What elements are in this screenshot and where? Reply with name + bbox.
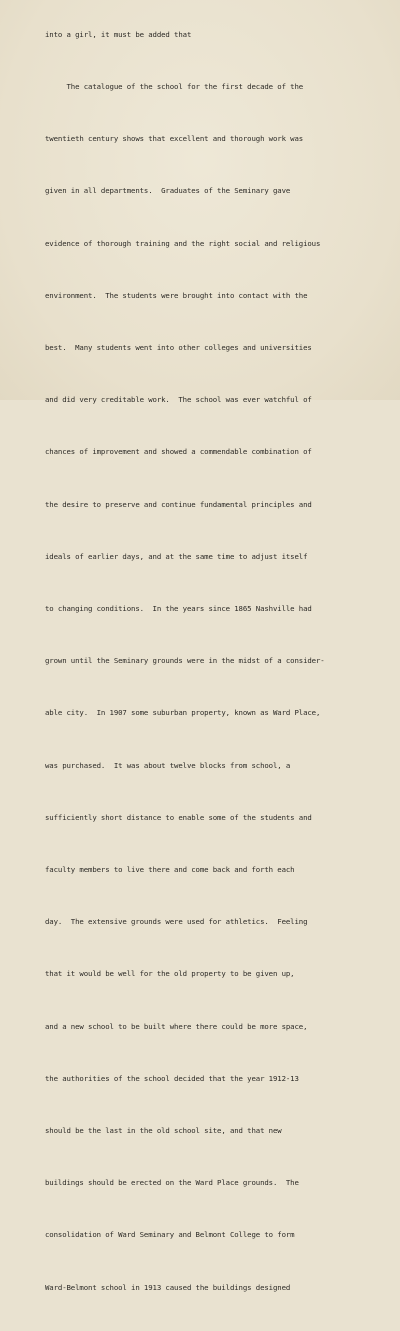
text-line: the desire to preserve and continue fundamental principles and — [45, 499, 312, 509]
text-line: faculty members to live there and come back and forth each — [45, 865, 295, 875]
text-line: twentieth century shows that excellent and thorough work was — [45, 134, 304, 144]
text-line: best. Many students went into other colleges and universities — [45, 343, 312, 353]
text-line: grown until the Seminary grounds were in the midst of a consider- — [45, 656, 325, 666]
text-line: ideals of earlier days, and at the same time to adjust itself — [45, 551, 308, 561]
text-line: evidence of thorough training and the right social and religious — [45, 238, 321, 248]
text-line: day. The extensive grounds were used for athletics. Feeling — [45, 917, 308, 927]
text-line: environment. The students were brought into contact with the — [45, 290, 308, 300]
text-line: the authorities of the school decided that the year 1912-13 — [45, 1073, 299, 1083]
text-line: able city. In 1907 some suburban property, known as Ward Place, — [45, 708, 321, 718]
text-line: The catalogue of the school for the first decade of the — [45, 82, 304, 92]
text-line: Ward-Belmont school in 1913 caused the buildings designed — [45, 1282, 291, 1292]
text-line: buildings should be erected on the Ward Place grounds. The — [45, 1178, 299, 1188]
text-line: chances of improvement and showed a commendable combination of — [45, 447, 312, 457]
text-line: and did very creditable work. The school was ever watchful of — [45, 395, 312, 405]
text-line: to changing conditions. In the years since 1865 Nashville had — [45, 604, 312, 614]
text-line: sufficiently short distance to enable some of the students and — [45, 812, 312, 822]
text-line: given in all departments. Graduates of the Seminary gave — [45, 186, 291, 196]
text-line: into a girl, it must be added that — [45, 29, 200, 39]
typescript-body — [45, 0, 390, 1331]
text-line: and a new school to be built where there could be more space, — [45, 1021, 308, 1031]
text-line: should be the last in the old school site, and that new — [45, 1126, 282, 1136]
text-line: that it would be well for the old property to be given up, — [45, 969, 295, 979]
text-line: was purchased. It was about twelve blocks from school, a — [45, 760, 291, 770]
text-line: consolidation of Ward Seminary and Belmont College to form — [45, 1230, 295, 1240]
